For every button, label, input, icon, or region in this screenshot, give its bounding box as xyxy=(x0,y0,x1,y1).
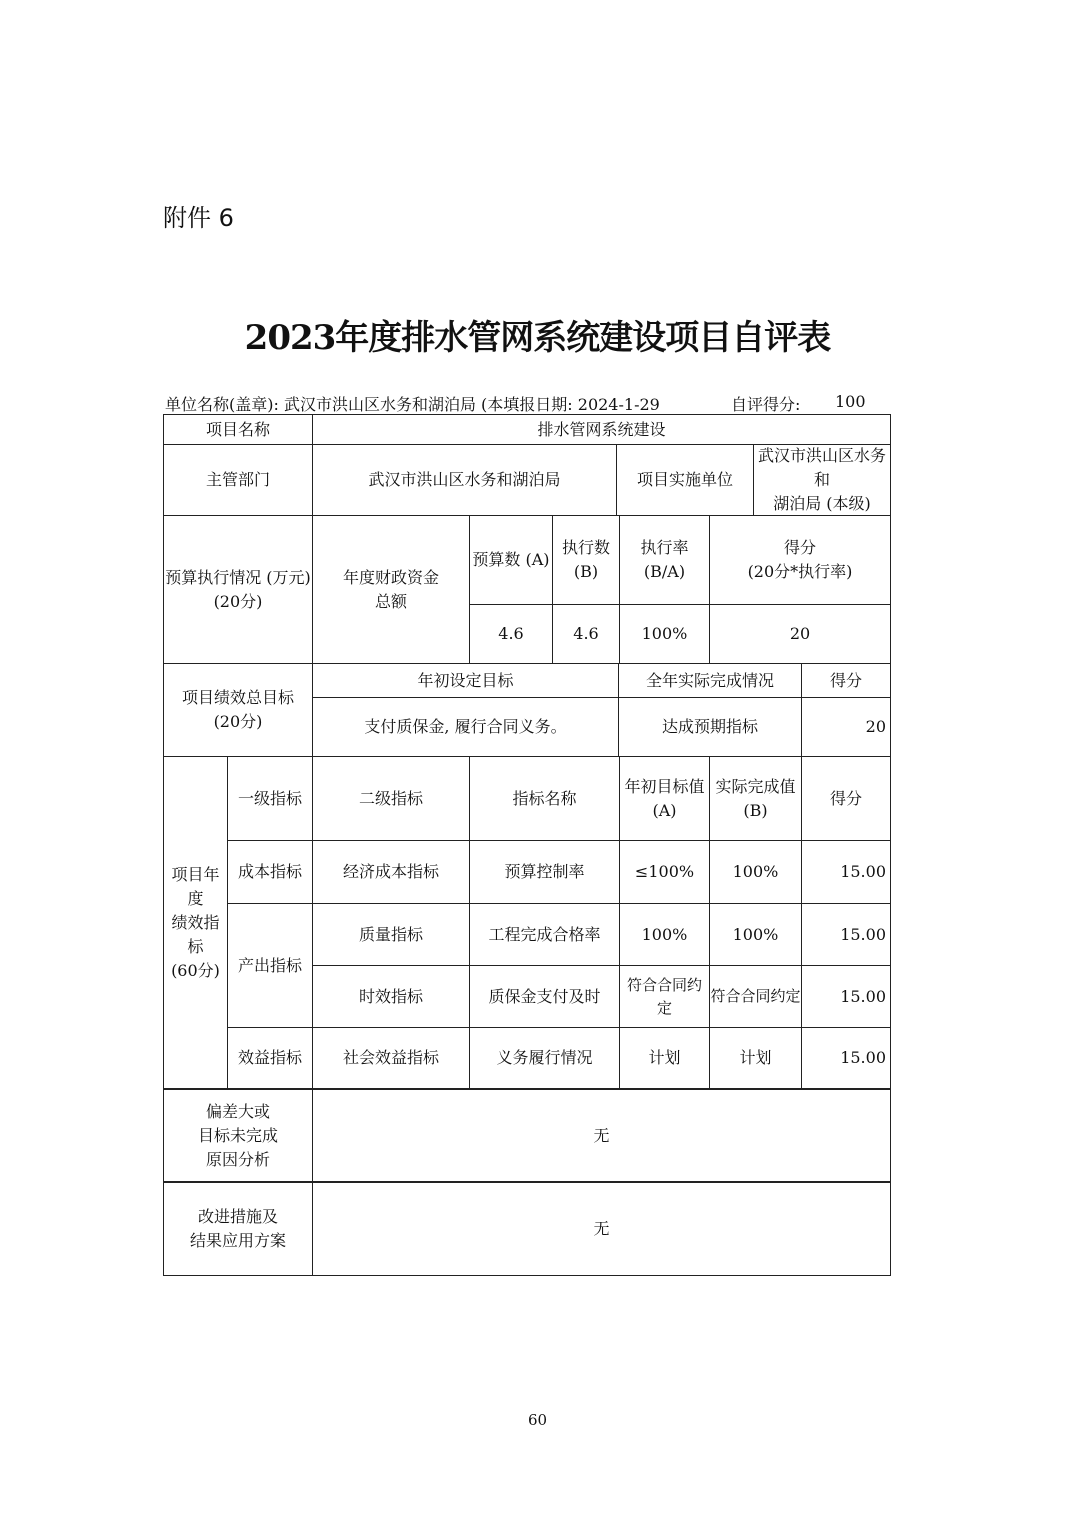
level1-header: 一级指标 xyxy=(237,788,302,808)
actual-header: 实际完成值 (B) xyxy=(715,776,796,820)
fund-total-label: 年度财政资金 总额 xyxy=(342,567,439,611)
form-title: 2023年度排水管网系统建设项目自评表 xyxy=(244,318,831,358)
goal-initial-header: 年初设定目标 xyxy=(417,670,514,690)
table-row-level1: 效益指标 xyxy=(237,1048,302,1067)
table-row-level1: 产出指标 xyxy=(237,955,302,975)
project-name-value: 排水管网系统建设 xyxy=(537,419,666,439)
budget-score-header: 得分 (20分*执行率) xyxy=(747,538,853,581)
table-row-level2: 经济成本指标 xyxy=(342,862,439,881)
self-score-value: 100 xyxy=(835,392,866,411)
table-row-score: 15.00 xyxy=(840,986,886,1006)
table-row-actual: 100% xyxy=(732,862,779,881)
goal-actual-value: 达成预期指标 xyxy=(661,717,758,736)
budget-label: 预算执行情况 (万元) (20分) xyxy=(165,567,311,611)
deviation-value: 无 xyxy=(593,1125,610,1145)
score-header: 得分 xyxy=(829,788,862,808)
table-row-target: 计划 xyxy=(648,1048,681,1067)
improvement-value: 无 xyxy=(593,1219,610,1238)
table-row-score: 15.00 xyxy=(840,924,886,944)
unit-name-line: 单位名称(盖章): 武汉市洪山区水务和湖泊局 (本填报日期: 2024-1-29 xyxy=(165,395,660,414)
goal-score-value: 20 xyxy=(865,717,886,736)
improvement-label: 改进措施及 结果应用方案 xyxy=(189,1207,286,1250)
impl-unit-label: 项目实施单位 xyxy=(636,470,733,489)
page-number: 60 xyxy=(527,1411,548,1429)
budget-score-value: 20 xyxy=(789,624,811,643)
table-row-actual: 符合合同约定 xyxy=(710,987,801,1006)
rate-col-header: 执行率 (B/A) xyxy=(640,538,689,581)
deviation-label: 偏差大或 目标未完成 原因分析 xyxy=(197,1101,278,1169)
indicator-name-header: 指标名称 xyxy=(512,788,577,808)
project-name-label: 项目名称 xyxy=(205,419,270,439)
goal-score-header: 得分 xyxy=(829,670,862,690)
indicators-label: 项目年度 绩效指标 (60分) xyxy=(171,864,220,980)
budget-col-header: 预算数 (A) xyxy=(472,550,550,569)
table-row-name: 质保金支付及时 xyxy=(488,986,601,1006)
exec-col-header: 执行数 (B) xyxy=(561,538,610,581)
attachment-label: 附件 6 xyxy=(163,204,234,232)
table-row-actual: 计划 xyxy=(739,1048,772,1067)
table-row-name: 工程完成合格率 xyxy=(488,924,601,944)
table-row-target: ≤100% xyxy=(634,862,695,881)
goal-actual-header: 全年实际完成情况 xyxy=(645,670,774,690)
table-row-score: 15.00 xyxy=(840,862,886,881)
self-score-label: 自评得分: xyxy=(731,395,801,414)
table-row-level2: 时效指标 xyxy=(358,986,423,1006)
goal-initial-value: 支付质保金, 履行合同义务。 xyxy=(364,717,567,736)
table-row-target: 符合合同约定 xyxy=(626,976,702,1017)
goal-label: 项目绩效总目标 (20分) xyxy=(181,688,294,731)
exec-value: 4.6 xyxy=(573,624,599,643)
budget-value: 4.6 xyxy=(498,624,524,643)
target-header: 年初目标值 (A) xyxy=(624,776,705,820)
table-row-name: 预算控制率 xyxy=(504,862,585,881)
level2-header: 二级指标 xyxy=(358,788,423,808)
table-row-name: 义务履行情况 xyxy=(496,1048,593,1067)
table-row-actual: 100% xyxy=(732,924,779,944)
table-row-target: 100% xyxy=(641,924,688,944)
dept-value: 武汉市洪山区水务和湖泊局 xyxy=(368,470,561,489)
table-row-level2: 质量指标 xyxy=(358,924,423,944)
table-row-score: 15.00 xyxy=(840,1048,886,1067)
table-row-level1: 成本指标 xyxy=(237,862,302,881)
impl-unit-value: 武汉市洪山区水务和 湖泊局 (本级) xyxy=(757,446,886,513)
dept-label: 主管部门 xyxy=(205,470,270,489)
rate-value: 100% xyxy=(641,624,688,643)
table-row-level2: 社会效益指标 xyxy=(342,1048,439,1067)
